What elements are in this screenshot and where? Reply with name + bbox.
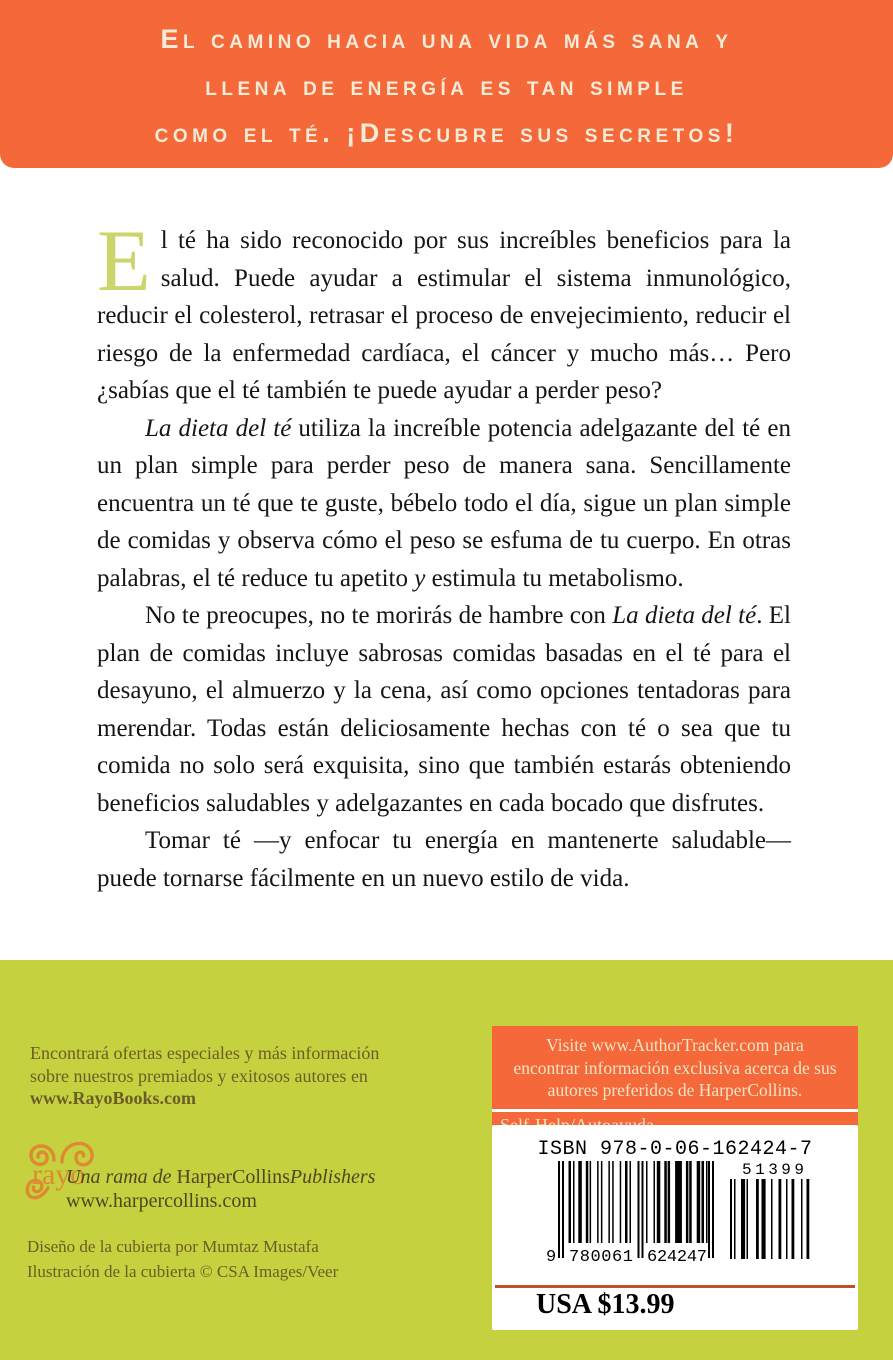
- tagline-line: llena de energía es tan simple: [205, 70, 688, 101]
- price-divider: [495, 1285, 855, 1288]
- promo-line: sobre nuestros premiados y exitosos autores en: [30, 1065, 368, 1086]
- credit-line: Diseño de la cubierta por Mumtaz Mustafa: [27, 1237, 319, 1256]
- paragraph: Tomar té —y enfocar tu energía en mantenerte saludable— puede tornarse fácilmente en un nuevo estilo de vida.: [97, 827, 791, 892]
- authortracker-line: encontrar información exclusiva acerca de sus: [513, 1057, 837, 1078]
- description-text: [97, 213, 791, 897]
- authortracker-box: [492, 1026, 858, 1140]
- authortracker-line: Visite www.AuthorTracker.com para: [546, 1035, 804, 1055]
- rayobooks-url: www.RayoBooks.com: [30, 1088, 197, 1108]
- svg-text:51399: 51399: [742, 1161, 804, 1179]
- ean13-barcode: [546, 1161, 716, 1263]
- tagline-line: como el té. ¡Descubre sus secretos!: [154, 117, 739, 148]
- harpercollins-url: www.harpercollins.com: [66, 1189, 257, 1212]
- svg-text:9: 9: [546, 1248, 557, 1263]
- promo-line: Encontrará ofertas especiales y más información: [30, 1043, 380, 1063]
- authortracker-line: autores preferidos de HarperCollins.: [547, 1080, 803, 1100]
- price-addon-barcode: [730, 1161, 814, 1263]
- footer: [0, 960, 893, 1360]
- credit-line: Ilustración de la cubierta © CSA Images/Veer: [27, 1262, 339, 1281]
- imprint-tagline: Una rama de HarperCollinsPublishers: [66, 1166, 376, 1188]
- cover-credits: [27, 1234, 338, 1284]
- paragraph: La dieta del té utiliza la increíble potencia adelgazante del té en un plan simple para perder peso de manera sana. Sencillamente encuentra un té que te guste, bébelo todo el día, sigue un plan simple de comidas y observa cómo el peso se esfuma de tu cuerpo. En otras palabras, el té reduce tu apetito y estimula tu metabolismo.: [97, 414, 791, 592]
- tagline-line: El camino hacia una vida más sana y: [160, 23, 733, 54]
- imprint: [66, 1166, 375, 1213]
- authortracker-text: [492, 1026, 858, 1109]
- promo-lines: [30, 1042, 379, 1087]
- price: USA $13.99: [536, 1289, 675, 1320]
- tagline-banner: [0, 0, 893, 168]
- drop-cap: E: [97, 213, 151, 310]
- svg-text:rayo: rayo: [32, 1158, 86, 1191]
- svg-text:624247: 624247: [647, 1248, 707, 1263]
- isbn-label: ISBN 978-0-06-162424-7: [537, 1138, 813, 1161]
- barcode-panel: [492, 1125, 858, 1330]
- paragraph: No te preocupes, no te morirás de hambre con La dieta del té. El plan de comidas incluye sabrosas comidas basadas en el té para el desayuno, el almuerzo y la cena, así como opciones tentadoras para merendar. Todas están deliciosamente hechas con té o sea que tu comida no solo será exquisita, sino que también estarás obteniendo beneficios saludables y adelgazantes en cada bocado que disfrutes.: [97, 602, 791, 817]
- paragraph: El té ha sido reconocido por sus increíbles beneficios para la salud. Puede ayudar a estimular el sistema inmunológico, reducir el colesterol, retrasar el proceso de envejecimiento, reducir el riesgo de la enfermedad cardíaca, el cáncer y mucho más… Pero ¿sabías que el té también te puede ayudar a perder peso?: [97, 213, 791, 404]
- tagline-text: [155, 12, 739, 157]
- promo-text: [30, 1042, 379, 1110]
- svg-text:780061: 780061: [569, 1248, 633, 1263]
